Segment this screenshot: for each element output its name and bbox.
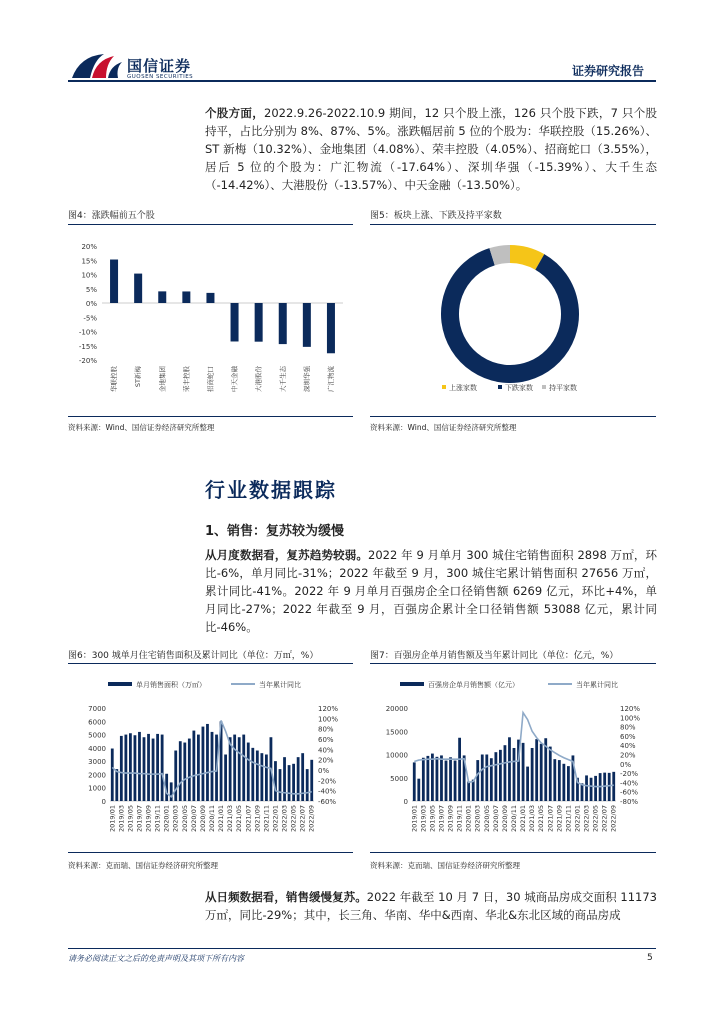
bar bbox=[143, 737, 146, 801]
x-tick-label: 2021/07 bbox=[244, 805, 253, 833]
x-tick-label: 2021/11 bbox=[262, 805, 271, 833]
logo-text: 国信证券 bbox=[127, 57, 192, 75]
bar bbox=[526, 767, 529, 801]
x-tick-label: 2019/11 bbox=[455, 805, 464, 833]
bar bbox=[188, 739, 191, 801]
bar bbox=[202, 727, 205, 801]
x-tick-label: 2020/05 bbox=[482, 805, 491, 833]
bar bbox=[255, 303, 263, 342]
x-tick-label: 2022/05 bbox=[591, 805, 600, 833]
y2-tick-label: 0% bbox=[620, 760, 632, 769]
fig6-caption-divider bbox=[68, 663, 353, 664]
x-tick-label: 2022/09 bbox=[307, 805, 316, 833]
x-tick-label: 2022/03 bbox=[280, 805, 289, 833]
x-tick-label: 2020/07 bbox=[491, 805, 500, 833]
bar bbox=[553, 759, 556, 801]
legend-label: 上涨家数 bbox=[449, 384, 477, 392]
fig4-bar-chart bbox=[68, 232, 353, 412]
y-tick-label: 7000 bbox=[88, 705, 106, 713]
bar bbox=[413, 762, 416, 801]
paragraph-text: 2022 年截至 10 月 7 日，30 城商品房成交面积 11173 万㎡，同比-29%；其中，长三角、华南、华中&西南、华北&东北区域的商品房成 bbox=[205, 890, 657, 922]
x-tick-label: 荣丰控股 bbox=[182, 366, 191, 392]
y-tick-label: 10000 bbox=[385, 751, 408, 760]
bar bbox=[494, 752, 497, 801]
x-tick-label: 2021/11 bbox=[564, 805, 573, 833]
y2-tick-label: 120% bbox=[318, 705, 339, 713]
bar bbox=[499, 750, 502, 801]
y-tick-label: 15% bbox=[81, 257, 97, 266]
y2-tick-label: 20% bbox=[318, 756, 334, 765]
bar bbox=[134, 735, 137, 801]
legend-swatch bbox=[400, 682, 424, 686]
x-tick-label: 2021/03 bbox=[226, 805, 235, 833]
bar bbox=[274, 761, 277, 801]
bar bbox=[156, 734, 159, 801]
y-tick-label: 20% bbox=[81, 243, 97, 251]
bar bbox=[590, 778, 593, 801]
x-tick-label: 2020/11 bbox=[208, 805, 216, 833]
legend-swatch bbox=[108, 682, 132, 686]
bar bbox=[206, 293, 214, 303]
x-tick-label: 2020/11 bbox=[510, 805, 518, 833]
header-divider bbox=[68, 80, 656, 82]
y2-tick-label: -40% bbox=[318, 787, 337, 796]
x-tick-label: 2019/09 bbox=[144, 805, 153, 833]
bar bbox=[283, 757, 286, 801]
bar bbox=[594, 776, 597, 801]
y-tick-label: 0 bbox=[403, 798, 408, 806]
bar bbox=[504, 745, 507, 801]
y-tick-label: 5% bbox=[85, 285, 97, 294]
bar bbox=[422, 758, 425, 801]
bar bbox=[440, 755, 443, 801]
y-tick-label: 0% bbox=[85, 300, 97, 308]
bar bbox=[170, 782, 173, 801]
bar bbox=[138, 732, 141, 801]
x-tick-label: ST新梅 bbox=[134, 366, 143, 388]
report-type: 证券研究报告 bbox=[572, 64, 645, 78]
paragraph-monthly bbox=[205, 546, 657, 636]
bar bbox=[152, 739, 155, 801]
fig7-source: 资料来源：克而瑞、国信证券经济研究所整理 bbox=[370, 861, 520, 870]
x-tick-label: 大港股份 bbox=[254, 366, 263, 392]
bar bbox=[247, 743, 250, 801]
fig5-caption: 图5：板块上涨、下跌及持平家数 bbox=[370, 211, 502, 221]
bar bbox=[174, 751, 177, 801]
bar bbox=[562, 764, 565, 801]
fig7-caption: 图7：百强房企单月销售额及当年累计同比（单位：亿元，%） bbox=[370, 651, 619, 661]
fig5-caption-divider bbox=[370, 224, 656, 225]
x-tick-label: 2022/07 bbox=[600, 805, 609, 833]
paragraph-stocks bbox=[205, 104, 657, 194]
x-tick-label: 2019/07 bbox=[437, 805, 446, 833]
bar bbox=[608, 773, 611, 801]
logo bbox=[70, 50, 124, 80]
y2-tick-label: 60% bbox=[620, 732, 636, 741]
fig5-bottom-divider bbox=[370, 416, 656, 417]
bar bbox=[612, 772, 615, 801]
bar bbox=[158, 291, 166, 303]
bar bbox=[238, 737, 241, 801]
bar bbox=[110, 260, 118, 303]
paragraph-lead: 个股方面， bbox=[205, 106, 264, 120]
bar bbox=[472, 780, 475, 801]
x-tick-label: 2020/09 bbox=[198, 805, 207, 833]
fig7-combo-chart bbox=[370, 668, 656, 846]
y-tick-label: -20% bbox=[78, 357, 97, 365]
subsection-title: 1、销售：复苏较为缓慢 bbox=[205, 524, 345, 539]
bar bbox=[535, 739, 538, 801]
bar bbox=[558, 760, 561, 801]
y-tick-label: -10% bbox=[78, 328, 97, 337]
x-tick-label: 2019/09 bbox=[446, 805, 455, 833]
fig4-caption: 图4：涨跌幅前五个股 bbox=[68, 211, 155, 221]
bar bbox=[476, 760, 479, 801]
fig6-combo-chart bbox=[68, 668, 353, 846]
legend-label: 百强房企单月销售额（亿元） bbox=[428, 681, 519, 689]
y2-tick-label: 80% bbox=[620, 723, 636, 732]
section-title: 行业数据跟踪 bbox=[205, 478, 337, 502]
x-tick-label: 广汇物流 bbox=[326, 366, 335, 392]
x-tick-label: 华联控股 bbox=[110, 366, 119, 392]
bar bbox=[431, 754, 434, 801]
y2-tick-label: -60% bbox=[620, 788, 639, 797]
x-tick-label: 2019/05 bbox=[126, 805, 135, 833]
fig4-source: 资料来源：Wind、国信证券经济研究所整理 bbox=[68, 423, 215, 432]
bar bbox=[513, 748, 516, 801]
bar bbox=[467, 781, 470, 801]
y2-tick-label: -40% bbox=[620, 779, 639, 788]
fig7-bottom-divider bbox=[370, 852, 656, 853]
bar bbox=[417, 779, 420, 801]
x-tick-label: 2021/03 bbox=[528, 805, 537, 833]
bar bbox=[522, 743, 525, 801]
y2-tick-label: 100% bbox=[318, 715, 339, 724]
paragraph-lead: 从月度数据看，复苏趋势较弱。 bbox=[205, 548, 369, 562]
bar bbox=[265, 755, 268, 802]
legend-label: 当年累计同比 bbox=[259, 681, 301, 689]
bar bbox=[182, 291, 190, 303]
bar bbox=[458, 738, 461, 801]
bar bbox=[454, 761, 457, 801]
legend-swatch bbox=[498, 385, 502, 389]
y2-tick-label: 80% bbox=[318, 725, 334, 734]
bar bbox=[288, 765, 291, 801]
y2-tick-label: 40% bbox=[318, 746, 334, 755]
x-tick-label: 2021/09 bbox=[555, 805, 564, 833]
x-tick-label: 2021/01 bbox=[519, 805, 528, 833]
bar bbox=[161, 735, 164, 801]
y2-tick-label: -60% bbox=[318, 798, 337, 806]
y-tick-label: 3000 bbox=[88, 758, 106, 767]
x-tick-label: 2022/03 bbox=[582, 805, 591, 833]
legend-label: 单月销售面积（万㎡） bbox=[136, 681, 206, 689]
bar bbox=[567, 766, 570, 801]
x-tick-label: 2020/01 bbox=[162, 805, 171, 833]
bar bbox=[310, 760, 313, 801]
paragraph-text: 2022 年 9 月单月 300 城住宅销售面积 2898 万㎡，环比-6%，单月同比-31%；2022 年截至 9 月，300 城住宅累计销售面积 27656 万㎡，累计同比-41%。2022 年 9 月单月百强房企全口径销售额 6269 亿元，环比+4%，单月同比-27%；2022 年截至 9 月，百强房企累计全口径销售额 53088 亿元，累计同比-46%。 bbox=[205, 548, 657, 634]
bar bbox=[449, 757, 452, 801]
fig5-donut-chart bbox=[370, 232, 656, 412]
bar bbox=[303, 303, 311, 347]
x-tick-label: 2022/05 bbox=[289, 805, 298, 833]
bar bbox=[585, 775, 588, 801]
footer-divider bbox=[68, 948, 656, 949]
legend-label: 当年累计同比 bbox=[576, 681, 618, 689]
footer-disclaimer: 请务必阅读正文之后的免责声明及其项下所有内容 bbox=[68, 954, 244, 963]
y-tick-label: 10% bbox=[81, 271, 97, 280]
x-tick-label: 2020/09 bbox=[500, 805, 509, 833]
x-tick-label: 2020/01 bbox=[464, 805, 473, 833]
x-tick-label: 2021/01 bbox=[217, 805, 226, 833]
bar bbox=[445, 761, 448, 801]
x-tick-label: 2019/07 bbox=[135, 805, 144, 833]
paragraph-text: 2022.9.26-2022.10.9 期间，12 只个股上涨，126 只个股下跌，7 只个股持平，占比分别为 8%、87%、5%。涨跌幅居前 5 位的个股为：华联控股（15.26%）、ST 新梅（10.32%）、金地集团（4.08%）、荣丰控股（4.05%）、招商蛇口（3.55%），居后 5 位的个股为：广汇物流（-17.64%）、深圳华强（-15.39%）、大千生态（-14.42%）、大港股份（-13.57%）、中天金融（-13.50%）。 bbox=[205, 106, 657, 192]
y2-tick-label: 100% bbox=[620, 714, 641, 723]
x-tick-label: 2020/03 bbox=[171, 805, 180, 833]
legend-label: 持平家数 bbox=[549, 384, 577, 392]
bar bbox=[251, 748, 254, 801]
x-tick-label: 2022/09 bbox=[609, 805, 618, 833]
x-tick-label: 招商蛇口 bbox=[206, 366, 215, 392]
y-tick-label: 0 bbox=[101, 798, 106, 806]
fig5-source: 资料来源：Wind、国信证券经济研究所整理 bbox=[370, 423, 517, 432]
fig6-caption: 图6：300 城单月住宅销售面积及累计同比（单位：万㎡，%） bbox=[68, 651, 319, 661]
y2-tick-label: -20% bbox=[620, 770, 639, 779]
bar bbox=[490, 758, 493, 801]
y-tick-label: 20000 bbox=[385, 705, 408, 713]
y2-tick-label: 60% bbox=[318, 736, 334, 744]
y-tick-label: 1000 bbox=[88, 784, 106, 793]
x-tick-label: 2021/09 bbox=[253, 805, 262, 833]
x-tick-label: 2019/11 bbox=[153, 805, 162, 833]
bar bbox=[279, 769, 282, 801]
y2-tick-label: -20% bbox=[318, 777, 337, 786]
x-tick-label: 2022/07 bbox=[298, 805, 307, 833]
paragraph-lead: 从日频数据看，销售缓慢复苏。 bbox=[205, 890, 367, 904]
fig6-source: 资料来源：克而瑞、国信证券经济研究所整理 bbox=[68, 861, 218, 870]
bar bbox=[279, 303, 287, 344]
bar bbox=[481, 755, 484, 802]
y-tick-label: 5000 bbox=[88, 731, 106, 740]
x-tick-label: 中天金融 bbox=[230, 366, 239, 392]
bar bbox=[242, 735, 245, 801]
y-tick-label: 15000 bbox=[385, 728, 408, 737]
x-tick-label: 2020/03 bbox=[473, 805, 482, 833]
bar bbox=[115, 769, 118, 801]
bar bbox=[233, 735, 236, 801]
bar bbox=[256, 751, 259, 801]
x-tick-label: 金地集团 bbox=[158, 366, 167, 392]
x-tick-label: 2019/03 bbox=[419, 805, 428, 833]
donut-slice bbox=[510, 254, 540, 262]
bar bbox=[292, 764, 295, 801]
donut-slice bbox=[450, 257, 570, 374]
y-tick-label: 2000 bbox=[88, 771, 106, 780]
page-number: 5 bbox=[647, 953, 653, 963]
fig4-bottom-divider bbox=[68, 416, 353, 417]
bar bbox=[134, 274, 142, 303]
x-tick-label: 2019/01 bbox=[108, 805, 117, 833]
y2-tick-label: -80% bbox=[620, 798, 639, 806]
bar bbox=[183, 743, 186, 801]
bar bbox=[120, 736, 123, 801]
logo-mark-icon bbox=[70, 50, 124, 80]
x-tick-label: 2020/07 bbox=[189, 805, 198, 833]
bar bbox=[508, 737, 511, 801]
bar bbox=[260, 753, 263, 801]
bar bbox=[229, 737, 232, 801]
bar bbox=[111, 749, 114, 801]
x-tick-label: 2022/01 bbox=[573, 805, 582, 833]
bar bbox=[129, 733, 132, 801]
x-tick-label: 大千生态 bbox=[278, 366, 287, 392]
y-tick-label: 4000 bbox=[88, 744, 106, 753]
donut-slice bbox=[492, 254, 510, 257]
bar bbox=[531, 748, 534, 801]
bar bbox=[426, 756, 429, 801]
legend-swatch bbox=[442, 385, 446, 389]
fig4-caption-divider bbox=[68, 224, 353, 225]
bar bbox=[206, 724, 209, 801]
x-tick-label: 2022/01 bbox=[271, 805, 280, 833]
bar bbox=[549, 747, 552, 801]
logo-text-en: GUOSEN SECURITIES bbox=[127, 74, 194, 80]
bar bbox=[231, 303, 239, 341]
paragraph-daily bbox=[205, 888, 657, 924]
bar bbox=[224, 755, 227, 802]
y-tick-label: -5% bbox=[83, 314, 97, 323]
bar bbox=[540, 744, 543, 801]
bar bbox=[485, 755, 488, 802]
x-tick-label: 深圳华强 bbox=[302, 366, 311, 392]
y-tick-label: 6000 bbox=[88, 718, 106, 727]
y2-tick-label: 120% bbox=[620, 705, 641, 713]
bar bbox=[327, 303, 335, 353]
y2-tick-label: 0% bbox=[318, 767, 330, 775]
fig7-caption-divider bbox=[370, 663, 656, 664]
x-tick-label: 2021/07 bbox=[546, 805, 555, 833]
y2-tick-label: 40% bbox=[620, 742, 636, 751]
bar bbox=[436, 757, 439, 801]
x-tick-label: 2020/05 bbox=[180, 805, 189, 833]
legend-label: 下跌家数 bbox=[505, 384, 533, 392]
bar bbox=[211, 732, 214, 801]
y-tick-label: 5000 bbox=[390, 774, 408, 783]
bar bbox=[179, 741, 182, 801]
bar bbox=[306, 769, 309, 801]
x-tick-label: 2021/05 bbox=[235, 805, 244, 833]
x-tick-label: 2019/01 bbox=[410, 805, 419, 833]
bar bbox=[147, 734, 150, 801]
x-tick-label: 2019/03 bbox=[117, 805, 126, 833]
x-tick-label: 2021/05 bbox=[537, 805, 546, 833]
x-tick-label: 2019/05 bbox=[428, 805, 437, 833]
y2-tick-label: 20% bbox=[620, 751, 636, 760]
legend-swatch bbox=[542, 385, 546, 389]
bar bbox=[124, 735, 127, 801]
bar bbox=[197, 735, 200, 801]
y-tick-label: -15% bbox=[78, 342, 97, 351]
bar bbox=[192, 731, 195, 801]
fig6-bottom-divider bbox=[68, 852, 353, 853]
bar bbox=[581, 783, 584, 801]
